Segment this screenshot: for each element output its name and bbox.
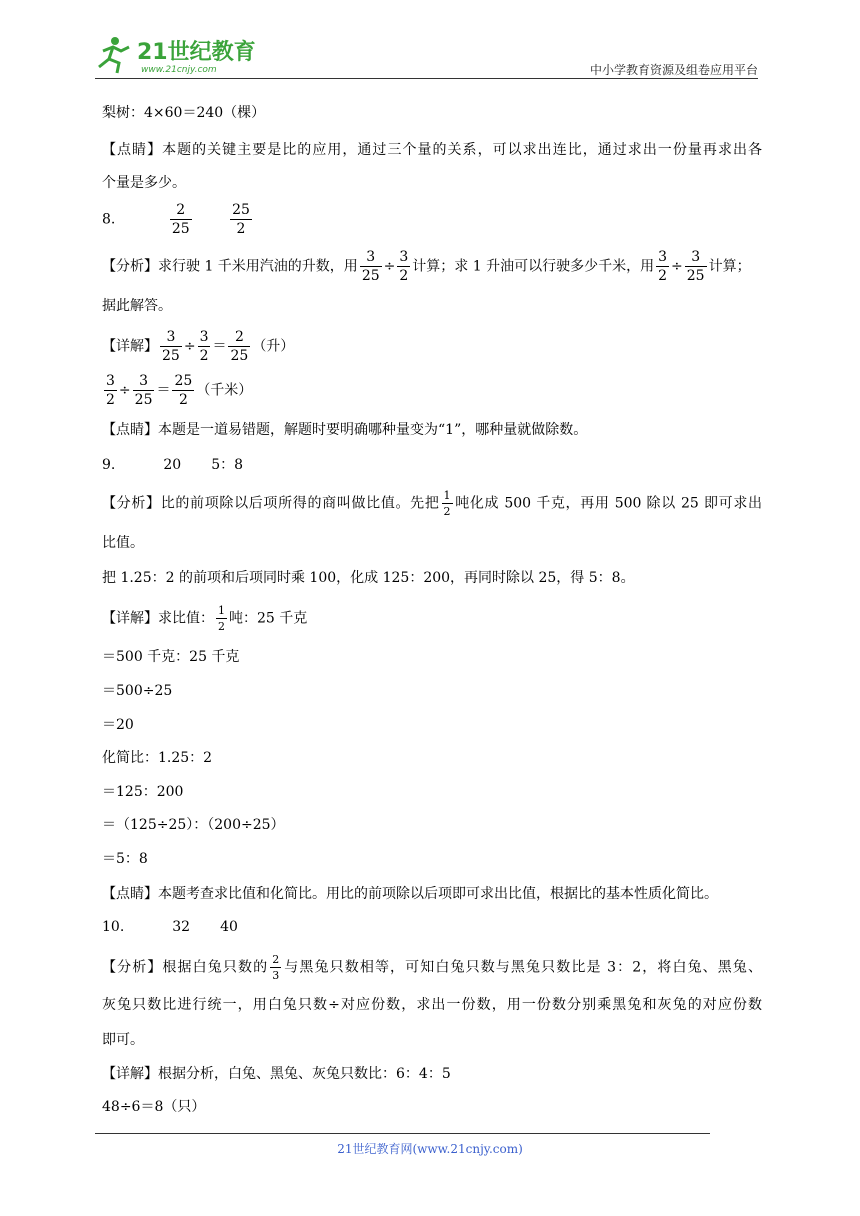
line-detail-10b: 48÷6＝8（只） [102, 1099, 206, 1115]
line-detail-8b: $\frac{3}{2}$ ÷ $\frac{3}{25}$ ＝ $\frac{25}{2}$ （千米） [106, 373, 253, 408]
logo-url: www.21cnjy.com [141, 65, 217, 75]
question-9-answers: 9. 20 5：8 [102, 457, 244, 473]
line-note-1: 【点睛】本题的关键主要是比的应用，通过三个量的关系，可以求出连比，通过求出一份量再求出各 [102, 142, 762, 158]
site-logo [95, 33, 265, 75]
line-detail-8: 【详解】 $\frac{3}{25}$ ÷ $\frac{3}{2}$ ＝ $\frac{2}{25}$ （升） [102, 329, 295, 364]
line-step: 化简比：1.25：2 [102, 750, 213, 766]
line-analysis-9c: 把 1.25：2 的前项和后项同时乘 100，化成 125：200，再同时除以 25，得 5：8。 [102, 570, 635, 586]
line-note-9: 【点睛】本题考查求比值和化简比。用比的前项除以后项即可求出比值，根据比的基本性质化简比。 [102, 886, 718, 902]
line-analysis-10b: 灰兔只数比进行统一，用白兔只数÷对应份数，求出一份数，用一份数分别乘黑兔和灰兔的对应份数 [102, 997, 762, 1013]
line-note-8: 【点睛】本题是一道易错题，解题时要明确哪种量变为“1”，哪种量就做除数。 [102, 422, 588, 438]
line-step: ＝500 千克：25 千克 [102, 649, 240, 665]
line-analysis-9b: 比值。 [102, 535, 144, 551]
line-analysis-10: 【分析】根据白兔只数的 $\frac{2}{3}$ 与黑兔只数相等，可知白兔只数与黑兔只数比是 3：2，将白兔、黑兔、 [102, 953, 763, 982]
line-step: ＝500÷25 [102, 683, 173, 699]
line-analysis-8b: 据此解答。 [102, 298, 172, 314]
footer-link[interactable]: 21世纪教育网(www.21cnjy.com) [337, 1142, 523, 1156]
header-divider [95, 78, 758, 79]
question-number: 9. [102, 457, 116, 473]
line-detail-9: 【详解】求比值： $\frac{1}{2}$ 吨：25 千克 [102, 604, 308, 633]
line-note-1b: 个量是多少。 [102, 175, 186, 191]
question-8-answers [102, 203, 254, 236]
line-step: ＝（125÷25）：（200÷25） [102, 817, 285, 833]
question-10-answers: 10. 32 40 [102, 919, 238, 935]
question-number: 10. [102, 919, 125, 935]
line-step: ＝5：8 [102, 851, 148, 867]
line-detail-10: 【详解】根据分析，白兔、黑兔、灰兔只数比：6：4：5 [102, 1066, 451, 1082]
footer-divider [95, 1133, 710, 1134]
line-analysis-9: 【分析】比的前项除以后项所得的商叫做比值。先把 $\frac{1}{2}$ 吨化成 500 千克，再用 500 除以 25 即可求出 [102, 489, 762, 518]
question-number: 8. [102, 211, 116, 228]
line-step: ＝125：200 [102, 784, 184, 800]
line-analysis-10c: 即可。 [102, 1032, 144, 1048]
runner-icon [99, 37, 129, 73]
line-analysis-8: 【分析】求行驶 1 千米用汽油的升数，用 $\frac{3}{25}$ ÷ $\frac{3}{2}$ 计算；求 1 升油可以行驶多少千米，用 $\frac{3}{2}$ ÷ $\frac{3}{25}$ 计算； [102, 249, 751, 284]
fraction: $\frac{2}{25}$ [171, 202, 190, 237]
line-pear-trees: 梨树：4×60＝240（棵） [102, 105, 266, 121]
line-step: ＝20 [102, 717, 134, 733]
header-platform-text: 中小学教育资源及组卷应用平台 [589, 63, 758, 77]
fraction: $\frac{25}{2}$ [232, 202, 250, 237]
logo-text: 21世纪教育 [137, 40, 256, 65]
